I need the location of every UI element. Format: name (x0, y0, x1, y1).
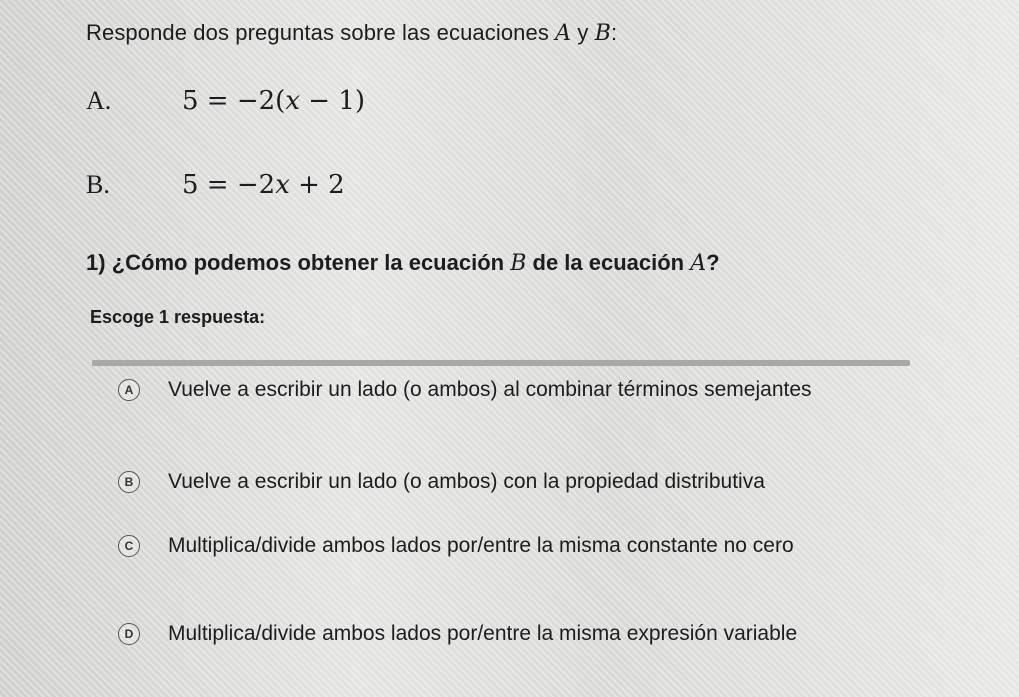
intro-colon: : (610, 20, 618, 45)
option-d-radio[interactable]: D (118, 623, 140, 645)
question-text-before: ¿Cómo podemos obtener la ecuación (111, 250, 505, 275)
equation-b-label: B. (86, 170, 110, 199)
equation-a-variable: x (285, 86, 300, 116)
equation-a-right: − 1) (300, 86, 365, 116)
option-a-text: Vuelve a escribir un lado (o ambos) al combinar términos semejantes (168, 378, 812, 401)
question-text-end: ? (706, 250, 720, 275)
divider (92, 360, 910, 366)
answer-option-b[interactable] (118, 468, 878, 495)
option-c-text: Multiplica/divide ambos lados por/entre la misma constante no cero (168, 534, 794, 557)
question-text (86, 250, 720, 276)
answer-option-c[interactable] (118, 532, 878, 559)
intro-var-b: B (594, 21, 611, 46)
option-a-radio[interactable]: A (118, 379, 140, 401)
equation-a-left: 5 = −2( (182, 86, 286, 116)
equation-a-expression (182, 86, 365, 116)
answer-option-d[interactable] (118, 620, 878, 647)
option-d-text: Multiplica/divide ambos lados por/entre la misma expresión variable (168, 622, 798, 645)
answer-option-a[interactable] (118, 376, 878, 403)
equation-a (86, 86, 365, 116)
option-b-radio[interactable]: B (118, 471, 140, 493)
question-text-middle: de la ecuación (532, 250, 685, 275)
equation-b-expression (182, 170, 345, 200)
intro-text (86, 20, 617, 46)
equation-b (86, 170, 345, 200)
question-var-a: A (690, 251, 707, 276)
question-var-b: B (510, 251, 527, 276)
option-b-text: Vuelve a escribir un lado (o ambos) con la propiedad distributiva (168, 470, 765, 493)
intro-var-a: A (555, 21, 572, 46)
equation-b-right: + 2 (289, 170, 345, 200)
equation-b-variable: x (275, 170, 290, 200)
intro-connector: y (577, 20, 589, 45)
equation-a-label: A. (86, 86, 112, 115)
option-c-radio[interactable]: C (118, 535, 140, 557)
intro-sentence: Responde dos preguntas sobre las ecuaciones (86, 20, 549, 45)
question-number: 1) (86, 250, 106, 275)
choose-one-label: Escoge 1 respuesta: (90, 307, 266, 327)
equation-b-left: 5 = −2 (182, 170, 276, 200)
